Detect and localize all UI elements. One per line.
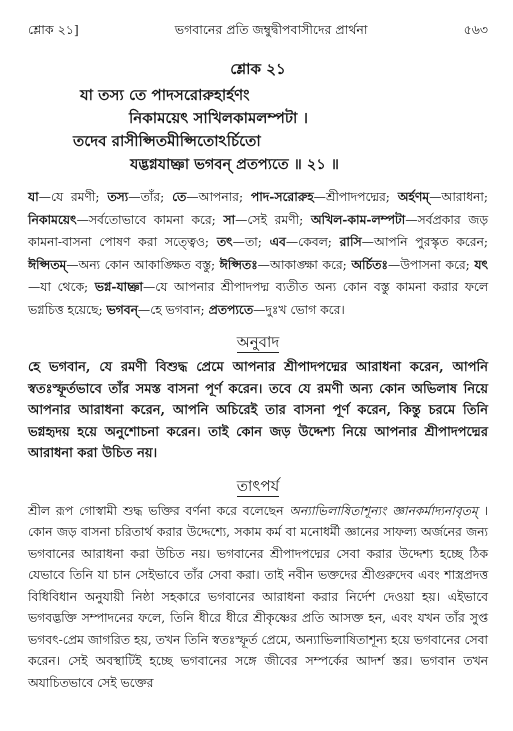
synonym-word: তৎ — [216, 234, 233, 249]
synonym-word: প্রতপ্যতে — [208, 301, 254, 317]
synonym-meaning: যে আপনার শ্রীপাদপদ্ম ব্যতীত অন্য কোন বস্তু কামনা করার ফলে ভগ্নচিত্ত হয়েছে; — [28, 280, 489, 317]
synonym-meaning: তা; — [244, 235, 270, 249]
translation-text: হে ভগবান, যে রমণী বিশুদ্ধ প্রেমে আপনার শ্রীপাদপদ্মের আরাধনা করেন, আপনি স্বতঃস্ফূর্তভাবে তাঁর সমস্ত বাসনা পূর্ণ করেন। তবে যে রমণী অন্য কোন অভিলাষ নিয়ে আপনার আরাধনা করেন, আপনি অচিরেই তার বাসনা পূর্ণ করেন, কিন্তু চরমে তিনি ভগ্নহৃদয় হয়ে অনুশোচনা করেন। তাই কোন জড় উদ্দেশ্য নিয়ে আপনার শ্রীপাদপদ্মের আরাধনা করা উচিত নয়। — [28, 360, 488, 461]
synonym-meaning: দুঃখ ভোগ করে। — [265, 302, 345, 317]
translation-heading — [28, 333, 488, 351]
synonym-meaning: আপনার; — [198, 190, 251, 204]
verse-line: যা তস্য তে পাদসরোরুহার্হণং — [80, 86, 250, 104]
synonym-word: ঈপ্সিতম্ — [28, 256, 67, 272]
synonym-word: পাদ-সরোরুহ — [250, 189, 314, 204]
purport-body: । কোন জড় বাসনা চরিতার্থ করার উদ্দেশ্যে, সকাম কর্ম বা মনোধর্মী জ্ঞানের সাফল্য অর্জনের জন্য ভগবানের আরাধনা করা উচিত নয়। ভগবানের শ্রীপাদপদ্মের সেবা করার উদ্দেশ্য হচ্ছে ঠিক যেভাবে তিনি যা চান সেইভাবে তাঁর সেবা করা। তাই নবীন ভক্তদের শ্রীগুরুদেব এবং শাস্ত্রপ্রদত্ত বিধিবিধান অনুযায়ী নিষ্ঠা সহকারে ভগবানের আরাধনা করার নির্দেশ দেওয়া হয়। এইভাবে ভগবদ্ভক্তি সম্পাদনের ফলে, তিনি ধীরে ধীরে শ্রীকৃষ্ণের প্রতি আসক্ত হন, এবং যখন তাঁর সুপ্ত ভগবৎ-প্রেম জাগরিত হয়, তখন তিনি স্বতঃস্ফূর্ত প্রেমে, অন্যাভিলাষিতাশূন্য হয়ে ভগবানের সেবা করেন। সেই অবস্থাটিই হচ্ছে ভগবানের সঙ্গে জীবের সম্পর্কের আদর্শ স্তর। ভগবান তখন অযাচিতভাবে সেই ভক্তের — [28, 503, 488, 690]
synonym-meaning: সর্বপ্রকার জড় কামনা-বাসনা পোষণ করা সত্ত্বেও; — [28, 212, 489, 249]
synonym-meaning: আকাঙ্ক্ষা করে; — [269, 257, 352, 272]
purport-intro: শ্রীল রূপ গোস্বামী শুদ্ধ ভক্তির বর্ণনা করে বলেছেন — [28, 503, 290, 518]
synonym-meaning: হে ভগবান; — [150, 302, 209, 317]
synonym-meaning: আরাধনা; — [441, 190, 489, 204]
synonym-word: যা — [28, 189, 39, 204]
verse-text — [28, 84, 488, 176]
verse-line: যদ্ভগ্নযাচ্ঞা ভগবন্ প্রতপ্যতে ॥ ২১ ॥ — [130, 156, 340, 173]
purport-heading-label: তাৎপর্য — [236, 476, 280, 495]
verse-number: শ্লোক ২১ — [230, 60, 286, 78]
synonym-word: ভগবন্ — [106, 301, 138, 317]
synonym-word: রাসি — [339, 234, 362, 249]
synonym-word: এব — [269, 234, 286, 249]
synonym-meaning: উপাসনা করে; — [400, 257, 475, 272]
synonym-meaning: যে রমণী; — [50, 190, 108, 204]
verse-line: তদেব রাসীপ্সিতমীপ্সিতোঽর্চিতো — [73, 132, 261, 150]
synonym-meaning: সর্বতোভাবে কামনা করে; — [88, 212, 224, 227]
synonym-word: অখিল-কাম-লম্পটা — [310, 211, 406, 227]
synonym-meaning: অন্য কোন আকাঙ্ক্ষিত বস্তু; — [78, 257, 220, 272]
synonym-word: ভগ্ন-যাচ্ঞা — [94, 279, 143, 294]
synonym-word: নিকাময়েৎ — [28, 211, 77, 227]
purport-heading — [28, 477, 488, 495]
synonym-word: তস্য — [107, 189, 129, 204]
synonym-meaning: যা থেকে; — [40, 280, 95, 294]
synonym-word: ঈপ্সিতঃ — [219, 256, 258, 272]
synonym-word: যৎ — [474, 256, 488, 272]
synonym-meaning: সেই রমণী; — [247, 212, 311, 227]
word-for-word-synonyms: যা—যে রমণী; তস্য—তাঁর; তে—আপনার; পাদ-সরোরুহ—শ্রীপাদপদ্মের; অর্হণম্—আরাধনা; নিকাময়েৎ—সর্বতোভাবে কামনা করে; সা—সেই রমণী; অখিল-কাম-লম্পটা—সর্বপ্রকার জড় কামনা-বাসনা পোষণ করা সত্ত্বেও; তৎ—তা; এব—কেবল; রাসি—আপনি পুরস্কৃত করেন; ঈপ্সিতম্—অন্য কোন আকাঙ্ক্ষিত বস্তু; ঈপ্সিতঃ—আকাঙ্ক্ষা করে; অর্চিতঃ—উপাসনা করে; যৎ—যা থেকে; ভগ্ন-যাচ্ঞা—যে আপনার শ্রীপাদপদ্ম ব্যতীত অন্য কোন বস্তু কামনা করার ফলে ভগ্নচিত্ত হয়েছে; ভগবন্—হে ভগবান; প্রতপ্যতে—দুঃখ ভোগ করে। — [28, 189, 489, 317]
purport-quote: অন্যাভিলাষিতাশূন্যং জ্ঞানকর্মাদ্যনাবৃতম্ — [289, 503, 478, 518]
synonym-word: তে — [172, 189, 187, 204]
translation-heading-label: অনুবাদ — [236, 333, 280, 351]
page-number: ৫৬৩ — [463, 22, 488, 37]
synonym-word: সা — [223, 211, 236, 227]
synonym-word: অর্চিতঃ — [351, 256, 388, 272]
synonym-meaning: শ্রীপাদপদ্মের; — [325, 190, 398, 204]
verse-line: নিকাময়েৎ সাখিলকামলম্পটা । — [129, 109, 308, 127]
purport-text — [28, 501, 488, 695]
page-header — [28, 22, 488, 38]
header-chapter-title: ভগবানের প্রতি জম্বুদ্বীপবাসীদের প্রার্থনা — [174, 22, 368, 37]
synonym-meaning: আপনি পুরস্কৃত করেন; — [373, 235, 488, 249]
synonym-meaning: কেবল; — [298, 235, 340, 249]
book-page — [28, 22, 488, 694]
synonym-meaning: তাঁর; — [140, 190, 173, 204]
synonym-word: অর্হণম্ — [397, 189, 430, 204]
header-verse-ref: শ্লোক ২১] — [28, 22, 79, 37]
